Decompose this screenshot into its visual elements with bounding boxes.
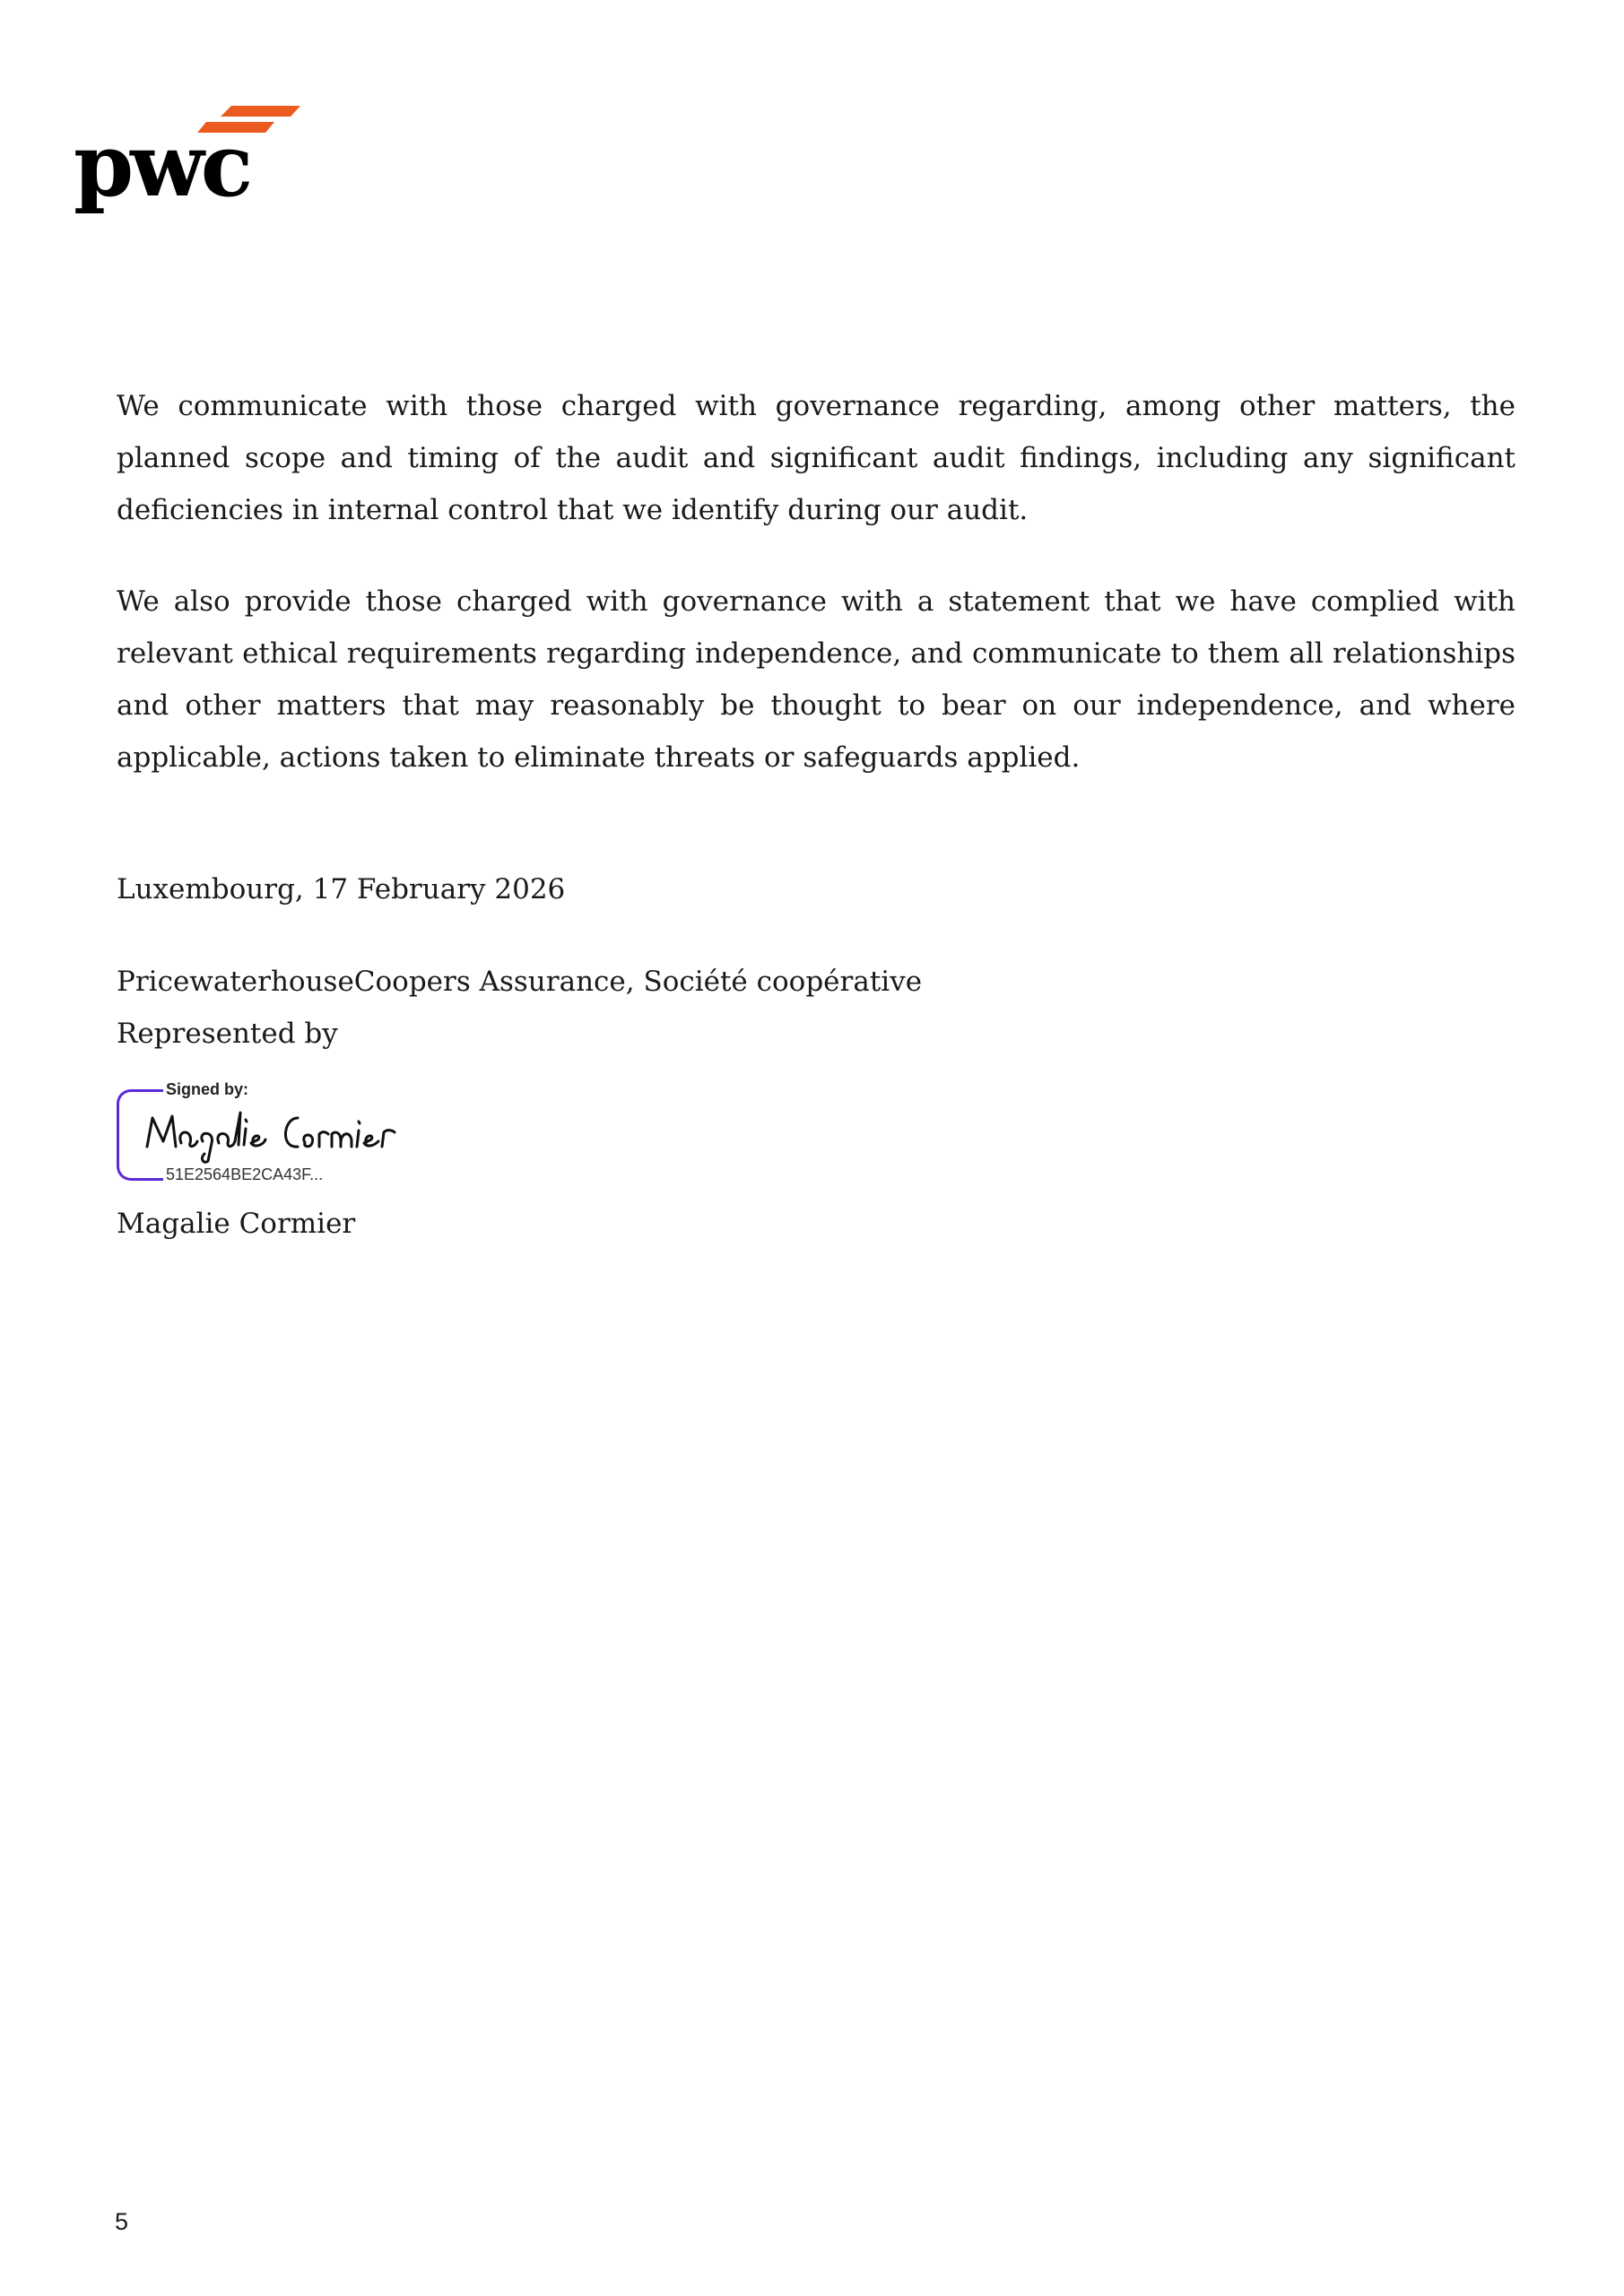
signature-label: Signed by: xyxy=(166,1080,249,1098)
paragraph-independence-statement: We also provide those charged with governance with a statement that we have complied with relevant ethical requirements regarding independence, and communicate to them all relationships and other matters that may reasonably be thought to bear on our independence, and where applicable, actions taken to eliminate threats or safeguards applied. xyxy=(117,585,1515,774)
page-number: 5 xyxy=(115,2208,129,2235)
signature-id: 51E2564BE2CA43F... xyxy=(166,1165,324,1183)
signer-name: Magalie Cormier xyxy=(117,1208,356,1240)
pwc-logo-mark xyxy=(72,99,314,224)
signature-block xyxy=(117,1080,413,1186)
handwritten-signature xyxy=(140,1102,418,1165)
place-date: Luxembourg, 17 February 2026 xyxy=(117,873,566,905)
signature-first-name-stroke xyxy=(147,1113,265,1162)
represented-by: Represented by xyxy=(117,1018,338,1050)
pwc-logo xyxy=(72,99,314,224)
signature-last-name-stroke xyxy=(285,1118,395,1147)
firm-name: PricewaterhouseCoopers Assurance, Société coopérative xyxy=(117,966,923,998)
paragraph-governance-communication: We communicate with those charged with governance regarding, among other matters, the planned scope and timing of the audit and significant audit findings, including any significant deficiencies in internal control that we identify during our audit. xyxy=(117,390,1515,526)
logo-wordmark: pwc xyxy=(74,115,250,216)
